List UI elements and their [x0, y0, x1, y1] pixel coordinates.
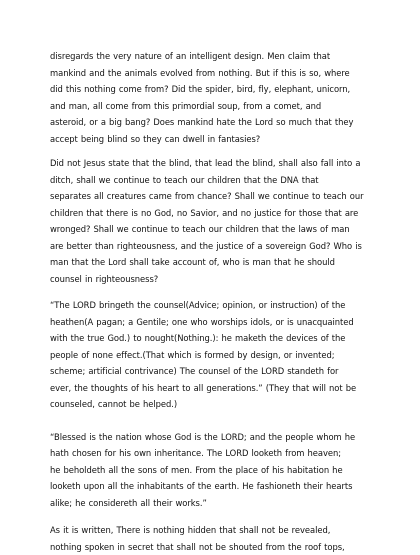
- text-line: are better than righteousness, and the justice of a sovereign God? Who is: [50, 238, 394, 255]
- text-line: wronged? Shall we continue to teach our children that the laws of man: [50, 221, 394, 238]
- text-line: asteroid, or a big bang? Does mankind hate the Lord so much that they: [50, 114, 394, 131]
- text-line: mankind and the animals evolved from nothing. But if this is so, where: [50, 65, 394, 82]
- text-line: counsel in righteousness?: [50, 271, 394, 288]
- text-line: with the true God.) to nought(Nothing.): he maketh the devices of the: [50, 330, 394, 347]
- text-line: accept being blind so they can dwell in fantasies?: [50, 131, 394, 148]
- paragraph: [50, 155, 394, 287]
- paragraph: [50, 522, 394, 555]
- text-line: separates all creatures came from chance? Shall we continue to teach our: [50, 188, 394, 205]
- text-line: and man, all come from this primordial soup, from a comet, and: [50, 98, 394, 115]
- text-line: ditch, shall we continue to teach our children that the DNA that: [50, 172, 394, 189]
- paragraph: [50, 429, 394, 512]
- text-line: alike; he considereth all their works.”: [50, 495, 394, 512]
- text-line: counseled, cannot be helped.): [50, 396, 394, 413]
- text-line: ever, the thoughts of his heart to all generations.” (They that will not be: [50, 380, 394, 397]
- text-line: looketh upon all the inhabitants of the earth. He fashioneth their hearts: [50, 478, 394, 495]
- text-line: he beholdeth all the sons of men. From the place of his habitation he: [50, 462, 394, 479]
- text-line: people of none effect.(That which is formed by design, or invented;: [50, 347, 394, 364]
- text-line: heathen(A pagan; a Gentile; one who worships idols, or is unacquainted: [50, 314, 394, 331]
- text-line: scheme; artificial contrivance) The counsel of the LORD standeth for: [50, 363, 394, 380]
- text-line: did this nothing come from? Did the spider, bird, fly, elephant, unicorn,: [50, 81, 394, 98]
- text-line: Did not Jesus state that the blind, that lead the blind, shall also fall into a: [50, 155, 394, 172]
- text-line: children that there is no God, no Savior, and no justice for those that are: [50, 205, 394, 222]
- text-line: hath chosen for his own inheritance. The LORD looketh from heaven;: [50, 445, 394, 462]
- paragraph: [50, 48, 394, 147]
- text-line: “The LORD bringeth the counsel(Advice; opinion, or instruction) of the: [50, 297, 394, 314]
- text-line: man that the Lord shall take account of, who is man that he should: [50, 254, 394, 271]
- text-line: As it is written, There is nothing hidden that shall not be revealed,: [50, 522, 394, 539]
- text-line: nothing spoken in secret that shall not be shouted from the roof tops,: [50, 539, 394, 555]
- text-line: “Blessed is the nation whose God is the LORD; and the people whom he: [50, 429, 394, 446]
- text-line: disregards the very nature of an intelligent design. Men claim that: [50, 48, 394, 65]
- paragraph: [50, 297, 394, 413]
